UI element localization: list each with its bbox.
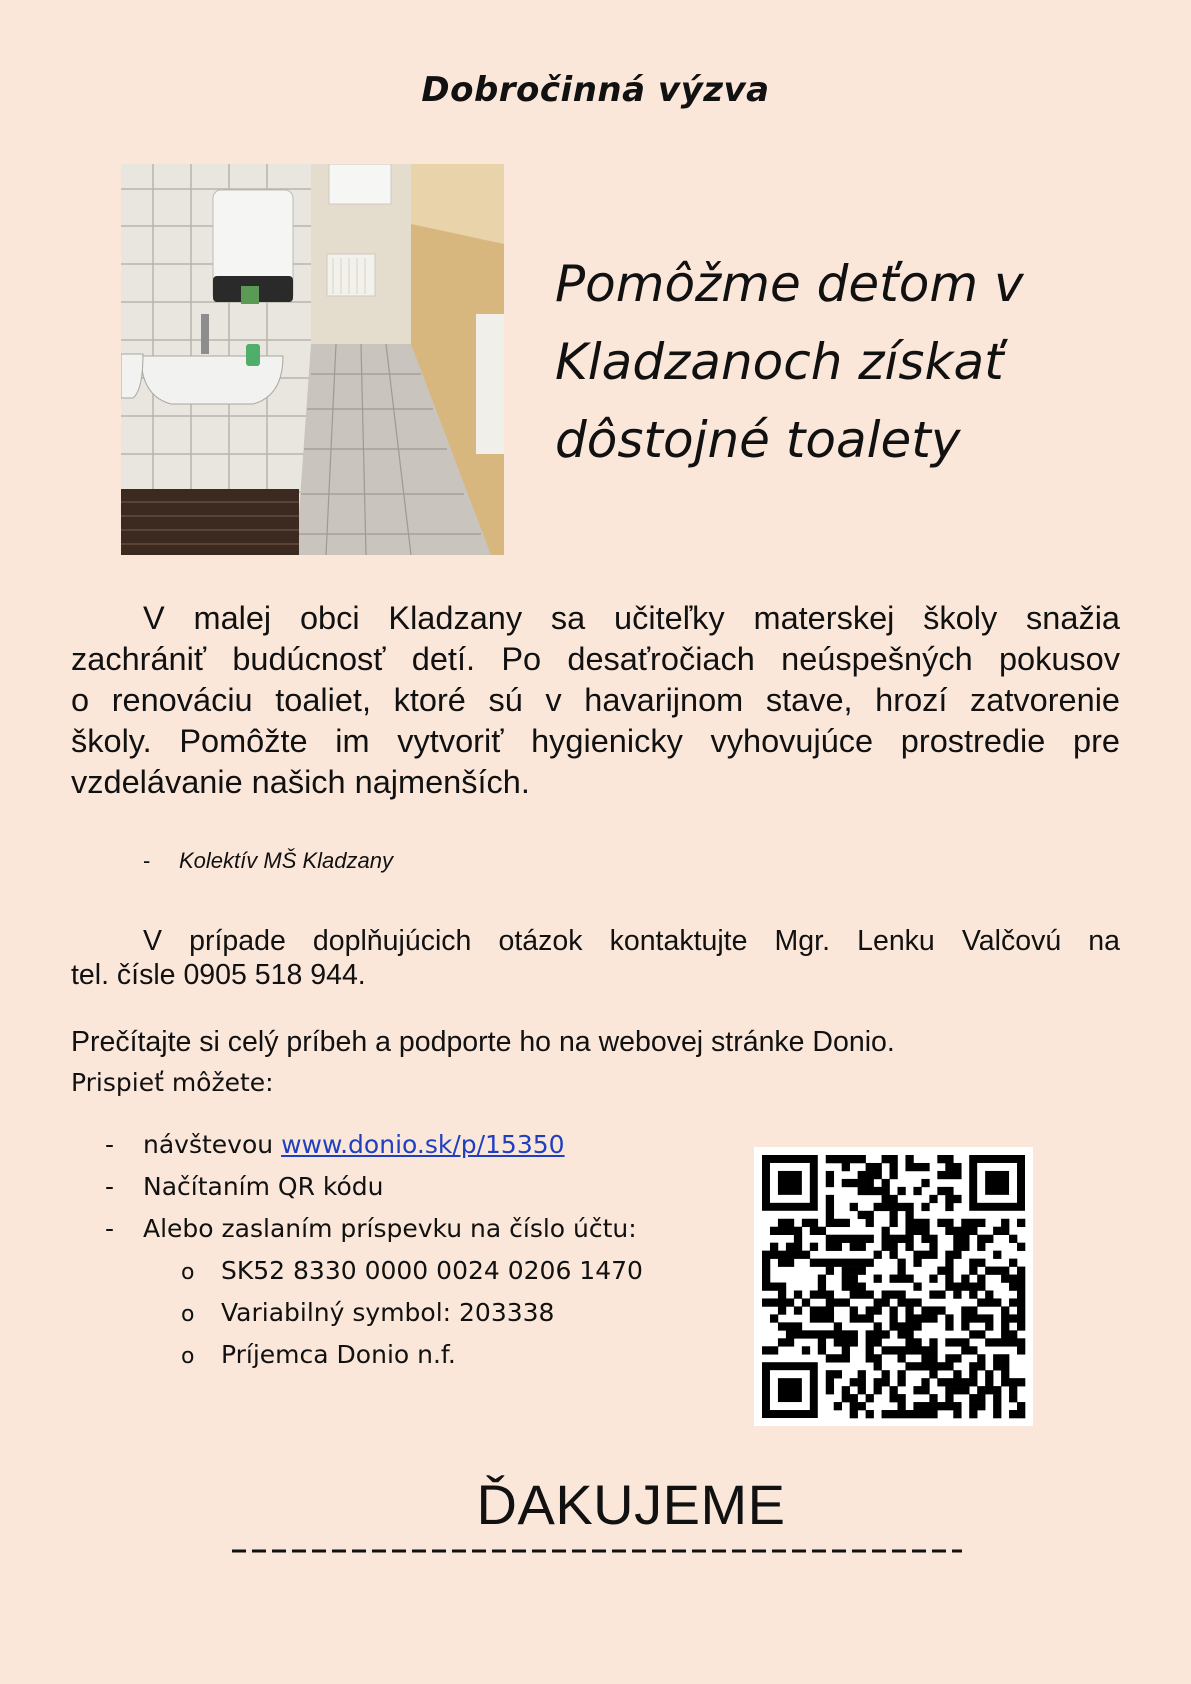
list-item-text: Alebo zaslaním príspevku na číslo účtu:: [143, 1214, 637, 1243]
list-dash: -: [105, 1130, 115, 1159]
sub-list-item: [105, 1298, 643, 1340]
paragraph-line: zachrániť budúcnosť detí. Po desaťročiach neúspešných pokusov: [71, 641, 1120, 677]
contact-info: [71, 924, 1120, 992]
list-item-text: návštevou: [143, 1130, 282, 1159]
sub-list-item: [105, 1256, 643, 1298]
school-toilet-photo: [121, 164, 504, 555]
list-item-text: Načítaním QR kódu: [143, 1172, 384, 1201]
sub-item-text: Príjemca Donio n.f.: [221, 1340, 456, 1369]
paragraph-line: vzdelávanie našich najmenších.: [71, 764, 530, 800]
bullet-icon: o: [181, 1344, 195, 1369]
bullet-icon: o: [181, 1260, 195, 1285]
paragraph-line: o renováciu toaliet, ktoré sú v havarijnom stave, hrozí zatvorenie: [71, 682, 1120, 718]
list-dash: -: [105, 1172, 115, 1201]
headline-line-1: Pomôžme deťom v: [555, 255, 1024, 313]
contribute-heading: Prispieť môžete:: [71, 1068, 274, 1097]
dashed-divider: [232, 1548, 962, 1554]
read-more-text: Prečítajte si celý príbeh a podporte ho na webovej stránke Donio.: [71, 1026, 895, 1058]
bullet-icon: o: [181, 1302, 195, 1327]
contact-line-2: tel. čísle 0905 518 944.: [71, 959, 366, 991]
list-item: [105, 1214, 643, 1256]
headline-line-2: Kladzanoch získať: [555, 333, 1004, 391]
sub-item-text: Variabilný symbol: 203338: [221, 1298, 555, 1327]
contribute-list: [105, 1130, 643, 1382]
headline-line-3: dôstojné toalety: [555, 411, 961, 469]
sub-list-item: [105, 1340, 643, 1382]
sub-item-text: SK52 8330 0000 0024 0206 1470: [221, 1256, 643, 1285]
headline: [555, 245, 1115, 479]
story-paragraph: [71, 598, 1120, 803]
contact-line-1: V prípade doplňujúcich otázok kontaktujte Mgr. Lenku Valčovú na: [143, 925, 1120, 957]
page-heading: Dobročinná výzva: [421, 70, 770, 110]
signature-dash: -: [143, 848, 151, 873]
paragraph-line: V malej obci Kladzany sa učiteľky materskej školy snažia: [143, 600, 1120, 636]
list-item: [105, 1172, 643, 1214]
donio-link[interactable]: www.donio.sk/p/15350: [281, 1130, 565, 1159]
list-dash: -: [105, 1214, 115, 1243]
thanks-text: ĎAKUJEME: [476, 1473, 786, 1536]
list-item: [105, 1130, 643, 1172]
qr-code-icon[interactable]: [754, 1147, 1033, 1426]
signature-text: Kolektív MŠ Kladzany: [179, 848, 393, 873]
signature: [143, 848, 393, 874]
paragraph-line: školy. Pomôžte im vytvoriť hygienicky vyhovujúce prostredie pre: [71, 723, 1120, 759]
